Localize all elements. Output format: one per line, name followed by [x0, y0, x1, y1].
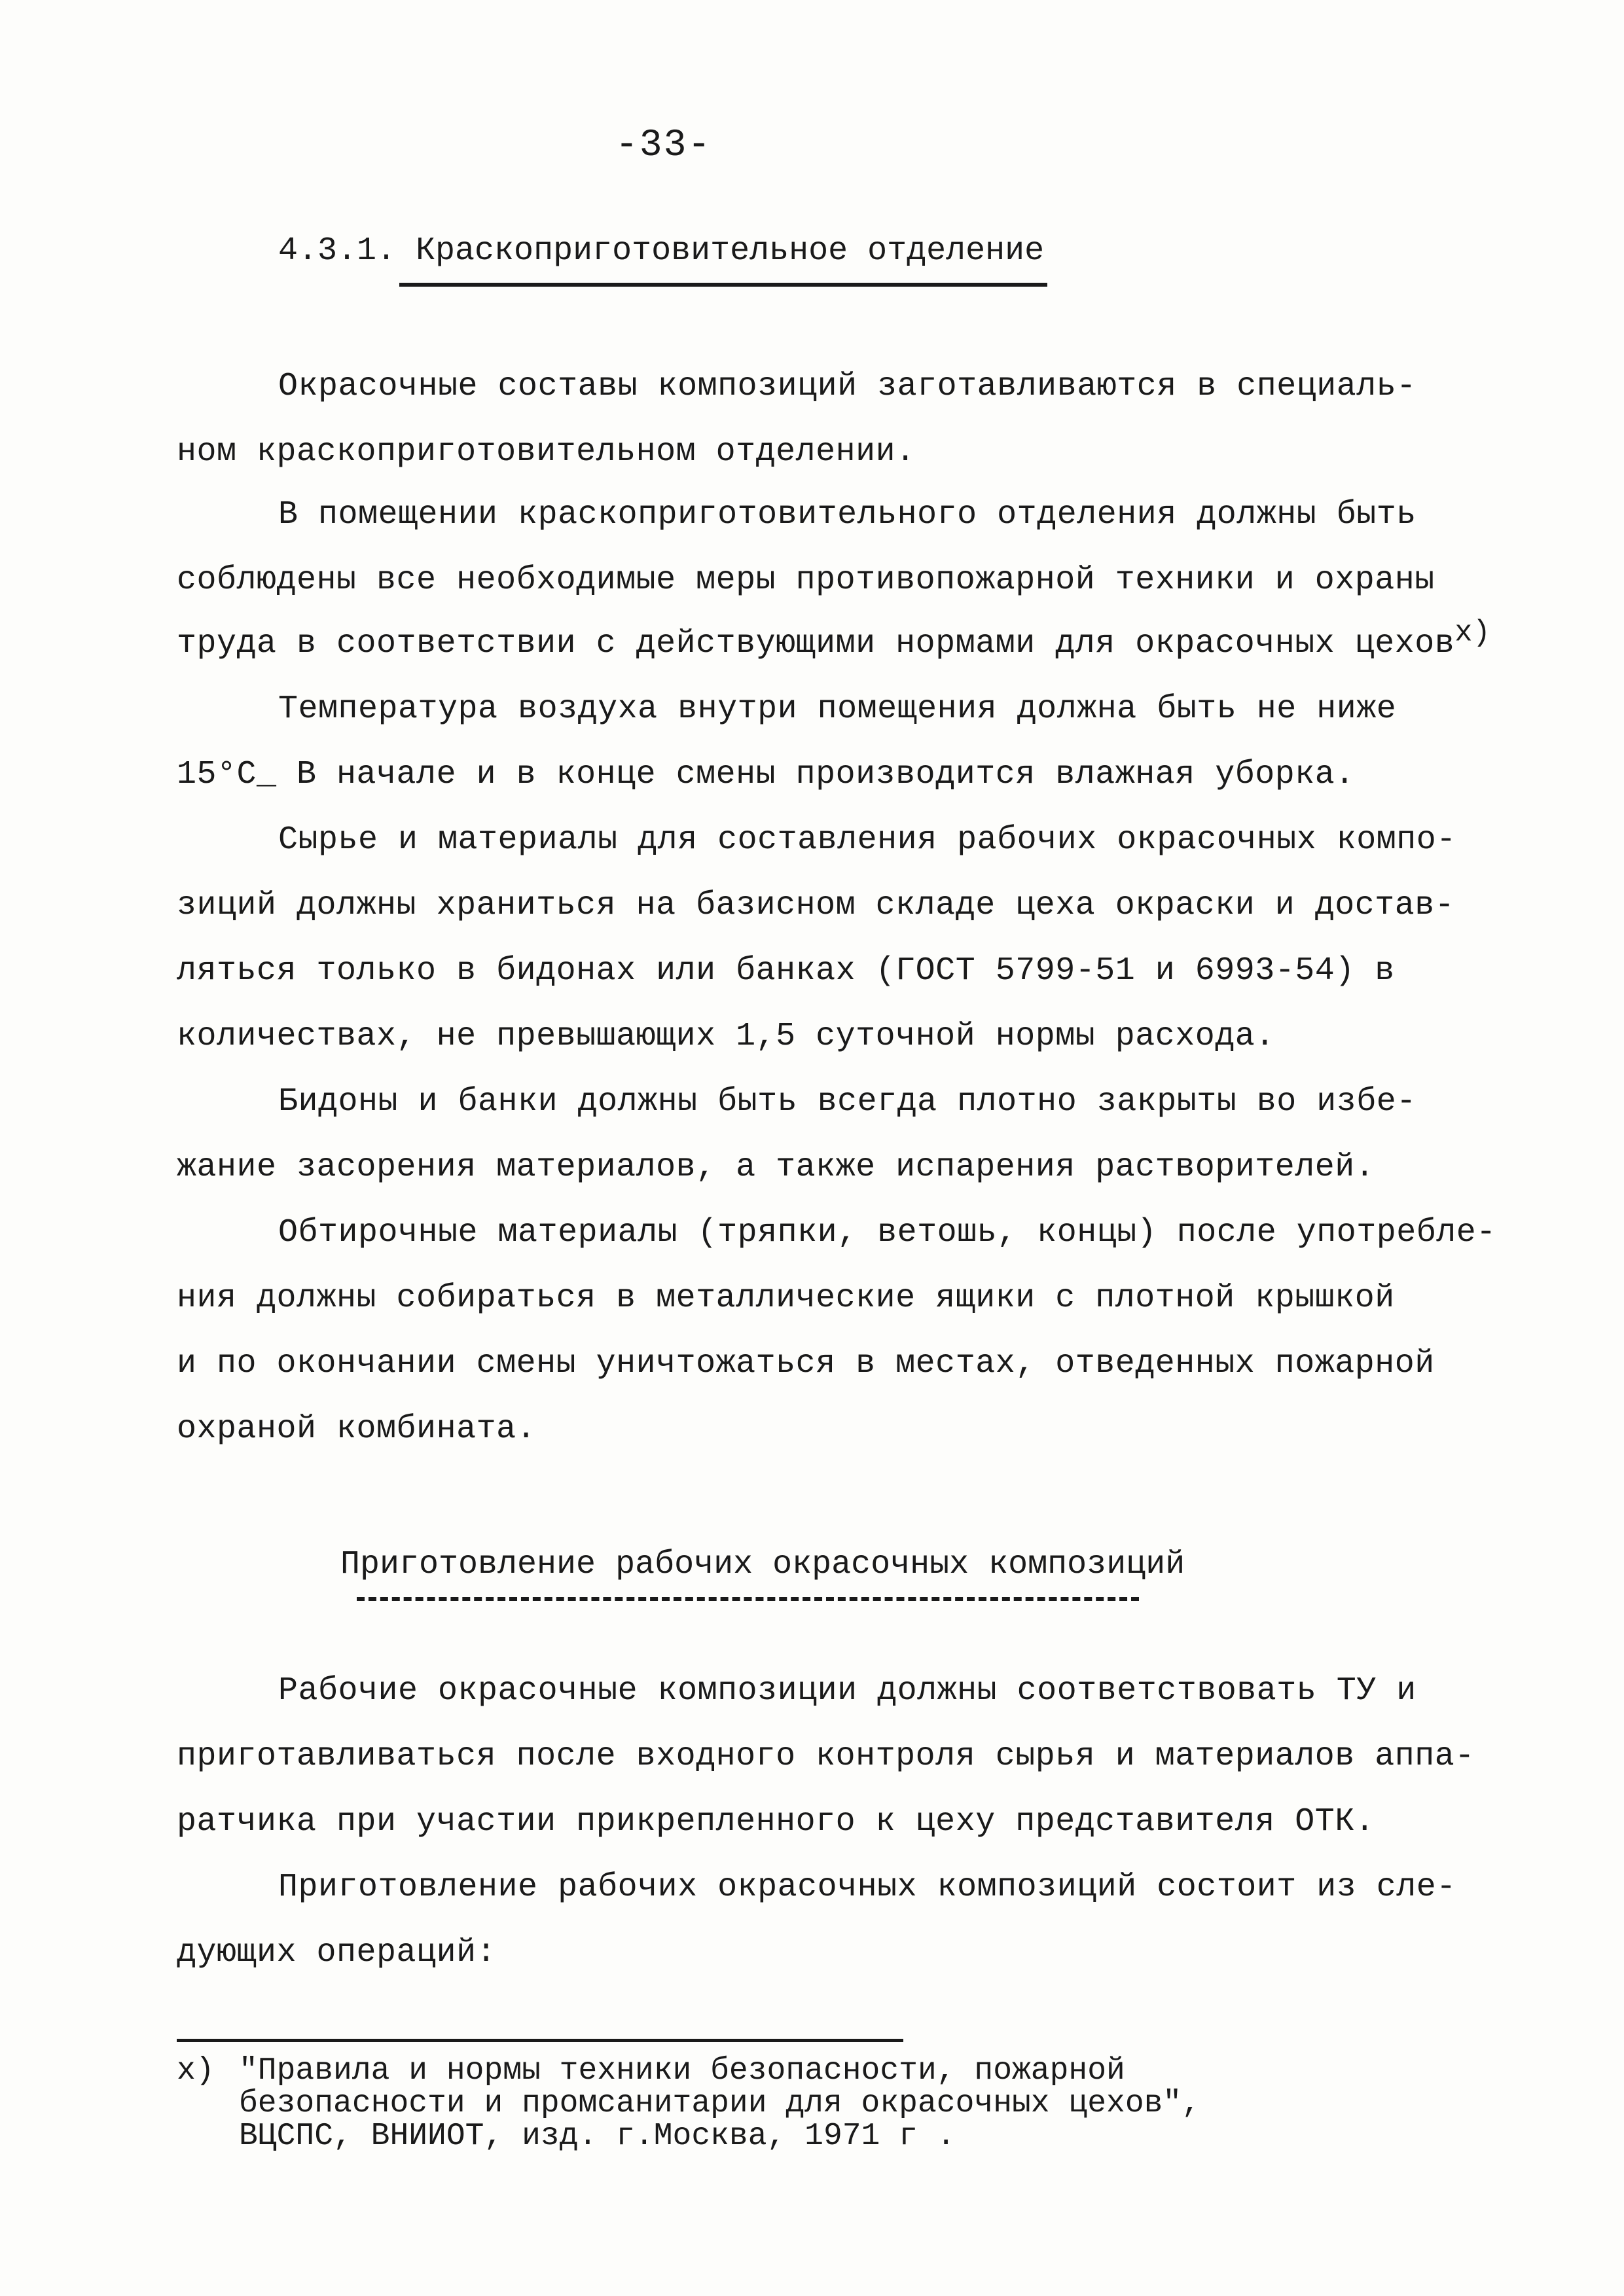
paragraph-line: приготавливаться после входного контроля сырья и материалов аппа- — [177, 1738, 1475, 1775]
paragraph-line: Обтирочные материалы (тряпки, ветошь, концы) после употребле- — [278, 1214, 1496, 1251]
heading-underline — [357, 1597, 1139, 1601]
paragraph-line: ратчика при участии прикрепленного к цеху представителя ОТК. — [177, 1803, 1375, 1840]
paragraph-line-with-footnote-ref — [177, 616, 1491, 662]
paragraph-line: Окрасочные составы композиций заготавливаются в специаль- — [278, 368, 1416, 405]
paragraph-line: дующих операций: — [177, 1934, 497, 1971]
footnote-separator — [177, 2039, 903, 2042]
footnote-line: безопасности и промсанитарии для окрасочных цехов", — [239, 2086, 1201, 2121]
heading-underline — [399, 283, 1047, 287]
page-number: -33- — [615, 124, 712, 167]
paragraph-line: ния должны собираться в металлические ящики с плотной крышкой — [177, 1280, 1395, 1317]
paragraph-line: ном краскоприготовительном отделении. — [177, 433, 916, 471]
paragraph-line: охраной комбината. — [177, 1410, 537, 1448]
section-heading-paint-preparation: 4.3.1. Краскоприготовительное отделение — [278, 232, 1045, 270]
footnote-line: "Правила и нормы техники безопасности, пожарной — [239, 2053, 1125, 2089]
paragraph-line: Температура воздуха внутри помещения должна быть не ниже — [278, 691, 1397, 728]
paragraph-line: зиций должны храниться на базисном складе цеха окраски и достав- — [177, 887, 1455, 924]
paragraph-line: В помещении краскоприготовительного отделения должны быть — [278, 496, 1416, 533]
footnote-reference: x) — [1454, 616, 1491, 650]
paragraph-line: 15°С_ В начале и в конце смены производится влажная уборка. — [177, 756, 1355, 793]
footnote-marker: x) — [177, 2053, 215, 2089]
paragraph-line: соблюдены все необходимые меры противопожарной техники и охраны — [177, 562, 1435, 599]
paragraph-line: Рабочие окрасочные композиции должны соответствовать ТУ и — [278, 1672, 1416, 1710]
paragraph-line: и по окончании смены уничтожаться в местах, отведенных пожарной — [177, 1345, 1435, 1382]
paragraph-line: жание засорения материалов, а также испарения растворителей. — [177, 1149, 1375, 1186]
section-heading-working-compositions: Приготовление рабочих окрасочных композиций — [340, 1546, 1185, 1583]
paragraph-line: Бидоны и банки должны быть всегда плотно закрыты во избе- — [278, 1083, 1416, 1121]
paragraph-line: Приготовление рабочих окрасочных композиций состоит из сле- — [278, 1869, 1456, 1906]
paragraph-line: количествах, не превышающих 1,5 суточной нормы расхода. — [177, 1018, 1275, 1055]
paragraph-line: труда в соответствии с действующими нормами для окрасочных цехов — [177, 625, 1455, 662]
paragraph-line: ляться только в бидонах или банках (ГОСТ 5799-51 и 6993-54) в — [177, 952, 1395, 990]
paragraph-line: Сырье и материалы для составления рабочих окрасочных компо- — [278, 821, 1456, 859]
footnote-line: ВЦСПС, ВНИИОТ, изд. г.Москва, 1971 г . — [239, 2119, 956, 2154]
